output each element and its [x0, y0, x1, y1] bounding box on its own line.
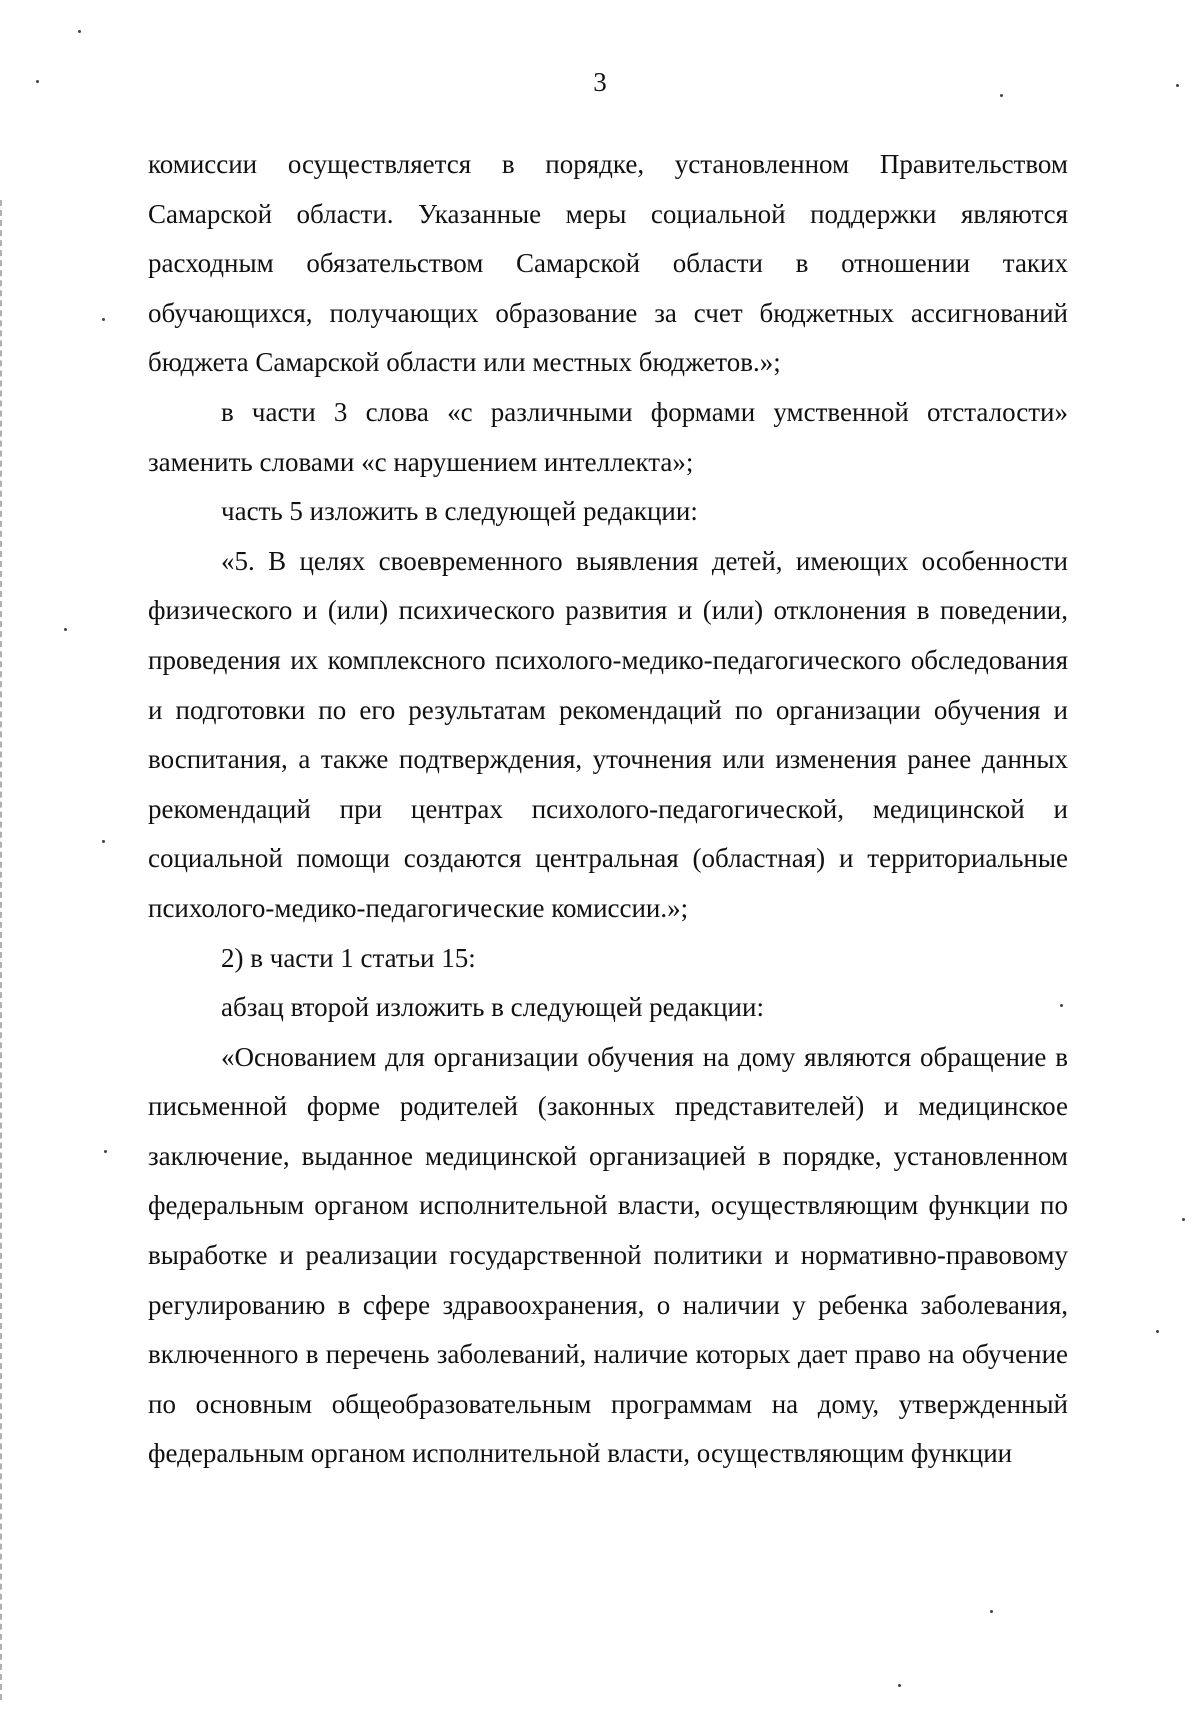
paragraph-part5-intro: часть 5 изложить в следующей редакции:	[221, 496, 698, 527]
scan-speck	[898, 1684, 901, 1687]
paragraph-part5-text: «5. В целях своевременного выявления детей, имеющих особенности физического и (или) психического развития и (или) отклонения в поведении, проведения их комплексного психолого-медико-педагогического обследования и подготовки по его результатам рекомендаций по организации обучения и воспитания, а также подтверждения, уточнения или изменения ранее данных рекомендаций при центрах психолого-педагогической, медицинской и социальной помощи создаются центральная (областная) и территориальные психолого-медико-педагогические комиссии.»;	[148, 545, 1068, 923]
scan-speck	[64, 628, 67, 631]
scan-speck	[78, 30, 81, 33]
scan-speck	[1182, 1218, 1185, 1221]
paragraph-article15-text: «Основанием для организации обучения на дому являются обращение в письменной форме родителей (законных представителей) и медицинское заключение, выданное медицинской организацией в порядке, установленном федеральным органом исполнительной власти, осуществляющим функции по выработке и реализации государственной политики и нормативно-правовому регулированию в сфере здравоохранения, о наличии у ребенка заболевания, включенного в перечень заболеваний, наличие которых дает право на обучение по основным общеобразовательным программам на дому, утвержденный федеральным органом исполнительной власти, осуществляющим функции	[148, 1041, 1068, 1469]
paragraph-article15-intro: абзац второй изложить в следующей редакции:	[221, 992, 764, 1023]
paragraph-article15-item: 2) в части 1 статьи 15:	[221, 942, 476, 973]
scan-speck	[990, 1610, 993, 1613]
scan-binding-edge	[0, 200, 4, 1700]
scan-speck	[1156, 1330, 1159, 1333]
paragraph-part3-amendment: в части 3 слова «с различными формами умственной отсталости» заменить словами «с нарушением интеллекта»;	[148, 396, 1068, 477]
scan-speck	[102, 318, 105, 321]
paragraph-continuation: комиссии осуществляется в порядке, установленном Правительством Самарской области. Указанные меры социальной поддержки являются расходным обязательством Самарской области в отношении таких обучающихся, получающих образование за счет бюджетных ассигнований бюджета Самарской области или местных бюджетов.»;	[148, 149, 1068, 378]
page-number: 3	[593, 67, 607, 97]
scan-speck	[104, 1150, 107, 1153]
document-body	[148, 140, 1068, 1479]
scan-speck	[102, 840, 105, 843]
